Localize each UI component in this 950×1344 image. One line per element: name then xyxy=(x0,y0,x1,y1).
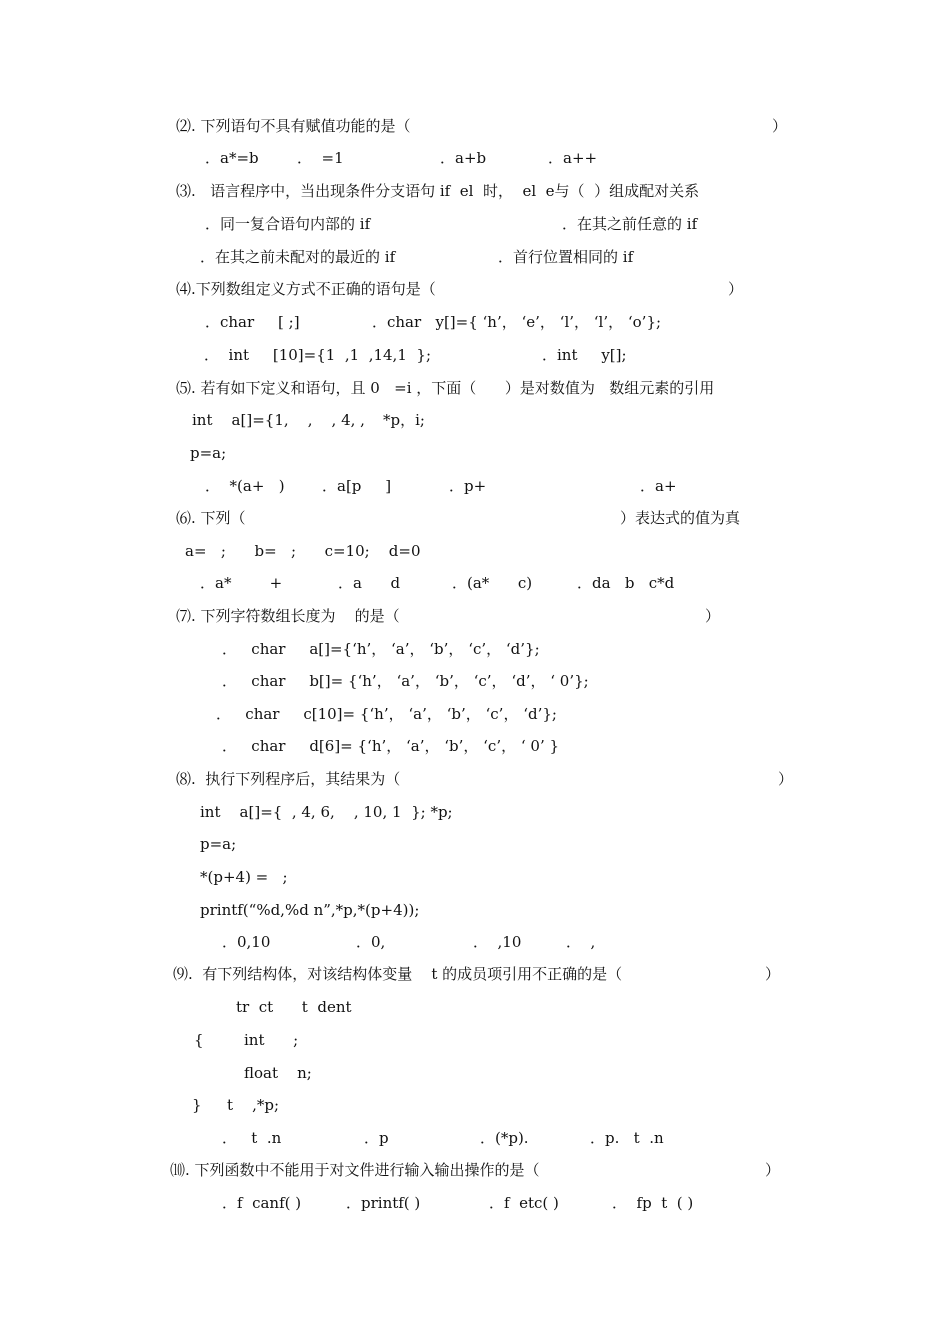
option-b: ． =1 xyxy=(297,149,344,167)
code-text: int a[]={ , 4, 6, , 10, 1 }; *p; xyxy=(200,803,453,821)
question-7-option-b xyxy=(0,669,950,693)
code-text: a= ; b= ; c=10; d=0 xyxy=(185,542,421,560)
question-stem-close: ） xyxy=(705,607,721,625)
option-b: ．在其之前任意的 if xyxy=(562,215,698,233)
question-7-option-c xyxy=(0,702,950,726)
code-text: float n; xyxy=(244,1064,312,1082)
code-text: } xyxy=(192,1096,202,1114)
option-a: ．f canf( ) xyxy=(222,1194,302,1212)
question-stem: ⑵. 下列语句不具有赋值功能的是（ xyxy=(176,117,411,135)
option-c: ．(a* c) xyxy=(452,574,533,592)
option-a: ．0,10 xyxy=(222,933,271,951)
question-6 xyxy=(0,506,950,530)
question-stem-close: ） xyxy=(765,965,781,983)
question-10 xyxy=(0,1158,950,1182)
code-text: printf(“%d,%d n”,*p,*(p+4)); xyxy=(200,901,420,919)
option-b: ． char b[]= {‘h’， ‘a’， ‘b’， ‘c’， ‘d’， ‘ 0’}; xyxy=(222,672,589,690)
option-d: ．a+ xyxy=(640,477,677,495)
option-a: ．a* + xyxy=(200,574,283,592)
question-9 xyxy=(0,962,950,986)
question-8-options xyxy=(0,930,950,954)
question-3-options-row-2 xyxy=(0,245,950,269)
question-6-options xyxy=(0,571,950,595)
option-d: ．int y[]; xyxy=(542,346,627,364)
option-d: ．a++ xyxy=(548,149,598,167)
question-stem-close: ） xyxy=(772,117,788,135)
question-2 xyxy=(0,114,950,138)
option-c: ．p+ xyxy=(449,477,487,495)
option-b: ．a d xyxy=(338,574,401,592)
question-5-options xyxy=(0,474,950,498)
code-text: t ,*p; xyxy=(227,1096,280,1114)
option-d: ．da b c*d xyxy=(577,574,675,592)
question-4-options-row-2 xyxy=(0,343,950,367)
code-text: int a[]={1, , , 4, , xyxy=(192,411,370,429)
option-d: ． , xyxy=(566,933,596,951)
option-d: ． fp t ( ) xyxy=(612,1194,694,1212)
code-line xyxy=(0,441,950,465)
option-b: ．p xyxy=(364,1129,389,1147)
question-stem-close: ） xyxy=(778,770,794,788)
code-line xyxy=(0,1061,950,1085)
question-3-options-row-1 xyxy=(0,212,950,236)
option-a: ． char a[]={‘h’， ‘a’， ‘b’， ‘c’， ‘d’}; xyxy=(222,640,540,658)
code-line xyxy=(0,800,950,824)
code-line xyxy=(0,995,950,1019)
option-d: ． char d[6]= {‘h’， ‘a’， ‘b’， ‘c’， ‘ 0’ } xyxy=(222,737,560,755)
option-b: ．printf( ) xyxy=(346,1194,421,1212)
question-7 xyxy=(0,604,950,628)
question-stem: ⑷.下列数组定义方式不正确的语句是（ xyxy=(176,280,436,298)
option-b: ．char y[]={ ‘h’， ‘e’， ‘l’， ‘l’， ‘o’}; xyxy=(372,313,662,331)
code-text: tr ct t dent xyxy=(236,998,352,1016)
code-text: { xyxy=(194,1031,204,1049)
question-stem-tail: ）表达式的值为真 xyxy=(620,509,741,527)
question-5 xyxy=(0,376,950,400)
question-stem: ⑸. 若有如下定义和语句，且 0 =i ，下面（ ）是对数值为 数组元素的引用 xyxy=(176,379,715,397)
code-line xyxy=(0,1028,950,1052)
question-stem: ⑶. 语言程序中，当出现条件分支语句 if el 时， el e与（ ）组成配对关系 xyxy=(176,182,700,200)
question-stem: ⑼. 有下列结构体，对该结构体变量 t 的成员项引用不正确的是（ xyxy=(173,965,623,983)
code-line xyxy=(0,865,950,889)
code-text: *p，i; xyxy=(383,411,425,429)
question-stem: ⑺. 下列字符数组长度为 的是（ xyxy=(176,607,400,625)
option-a: ．a*=b xyxy=(205,149,259,167)
option-c: ．(*p). xyxy=(480,1129,529,1147)
code-line xyxy=(0,898,950,922)
question-stem: ⑻. 执行下列程序后，其结果为（ xyxy=(176,770,401,788)
question-7-option-d xyxy=(0,734,950,758)
question-2-options xyxy=(0,146,950,170)
option-b: ．0, xyxy=(356,933,386,951)
option-c: ． char c[10]= {‘h’， ‘a’， ‘b’， ‘c’， ‘d’}; xyxy=(216,705,557,723)
option-a: ． t .n xyxy=(222,1129,282,1147)
option-c: ．f etc( ) xyxy=(489,1194,559,1212)
option-a: ．同一复合语句内部的 if xyxy=(205,215,371,233)
code-line xyxy=(0,1093,950,1117)
option-a: ． *(a+ ) xyxy=(205,477,285,495)
code-text: *(p+4) = ; xyxy=(200,868,288,886)
code-line xyxy=(0,408,950,432)
question-4-options-row-1 xyxy=(0,310,950,334)
option-d: ．首行位置相同的 if xyxy=(498,248,634,266)
question-stem: ⑽. 下列函数中不能用于对文件进行输入输出操作的是（ xyxy=(170,1161,540,1179)
question-stem-close: ） xyxy=(728,280,744,298)
question-10-options xyxy=(0,1191,950,1215)
option-c: ． ,10 xyxy=(473,933,522,951)
question-4 xyxy=(0,277,950,301)
question-3 xyxy=(0,179,950,203)
code-text: p=a; xyxy=(200,835,237,853)
option-c: ． int [10]={1 ,1 ,14,1 }; xyxy=(204,346,431,364)
code-text: int ; xyxy=(244,1031,299,1049)
question-7-option-a xyxy=(0,637,950,661)
option-a: ．char [ ;] xyxy=(205,313,300,331)
option-b: ．a[p ] xyxy=(322,477,392,495)
option-c: ．在其之前未配对的最近的 if xyxy=(200,248,396,266)
question-stem: ⑹. 下列（ xyxy=(176,509,246,527)
question-8 xyxy=(0,767,950,791)
code-text: p=a; xyxy=(190,444,227,462)
code-line xyxy=(0,832,950,856)
question-9-options xyxy=(0,1126,950,1150)
code-line xyxy=(0,539,950,563)
option-c: ．a+b xyxy=(440,149,487,167)
option-d: ．p. t .n xyxy=(590,1129,664,1147)
question-stem-close: ） xyxy=(765,1161,781,1179)
